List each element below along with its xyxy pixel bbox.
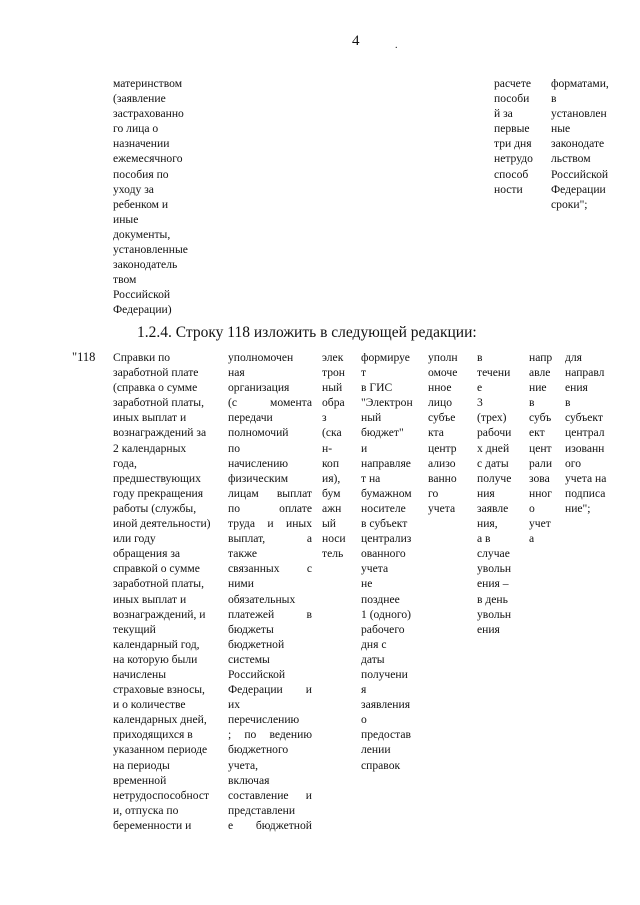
- cell-line: ованного: [361, 547, 406, 561]
- cell-line: также: [228, 547, 257, 561]
- row-cell-6: [477, 350, 511, 637]
- cell-line: нетрудоспособност: [113, 788, 210, 802]
- cell-line: т на: [361, 471, 381, 485]
- cell-line: с даты: [477, 456, 509, 470]
- cell-line: увольн: [477, 607, 512, 621]
- cell-line: позднее: [361, 592, 400, 606]
- cell-line: иные: [113, 212, 139, 226]
- cell-line: бум: [322, 486, 341, 500]
- cell-line: или году: [113, 532, 156, 546]
- cell-line: тель: [322, 547, 344, 561]
- cell-line: ванно: [428, 471, 457, 485]
- page-mark: .: [395, 40, 398, 51]
- cell-line: установленные: [113, 243, 188, 257]
- cell-line: нног: [529, 486, 552, 500]
- cell-line: на которую были: [113, 652, 198, 666]
- cell-line: направл: [565, 366, 605, 380]
- cell-line: централиз: [361, 532, 412, 546]
- cell-line: носителе: [361, 501, 406, 515]
- cell-line: платежей в: [228, 607, 312, 621]
- cell-line: вознаграждений за: [113, 426, 207, 440]
- cell-line: предостав: [361, 728, 411, 742]
- cell-line: по оплате: [228, 501, 312, 515]
- cell-line: я: [361, 683, 367, 697]
- cell-line: заявления: [361, 698, 411, 712]
- cell-line: Федерации: [551, 182, 606, 196]
- cell-line: учета: [428, 501, 456, 515]
- cell-line: (ска: [322, 426, 342, 440]
- cell-line: перечислению: [228, 713, 300, 727]
- cell-line: получе: [477, 471, 512, 485]
- cell-line: вознаграждений, и: [113, 607, 206, 621]
- row-cell-8: [565, 350, 606, 516]
- cell-line: трон: [322, 366, 346, 380]
- cell-line: не: [361, 577, 373, 591]
- cell-line: года,: [113, 456, 137, 470]
- cell-line: заявле: [477, 501, 509, 515]
- cell-line: лицам выплат: [228, 486, 312, 500]
- top-cell-1: [113, 76, 188, 318]
- cell-line: ный: [322, 381, 343, 395]
- cell-line: рали: [529, 456, 553, 470]
- cell-line: ния: [477, 486, 495, 500]
- page-number: 4: [352, 33, 360, 49]
- top-cell-7: [494, 76, 533, 197]
- cell-line: твом: [113, 273, 137, 287]
- cell-line: текущий: [113, 622, 156, 636]
- cell-line: законодате: [551, 137, 605, 151]
- cell-line: ализо: [428, 456, 456, 470]
- cell-line: временной: [113, 773, 167, 787]
- cell-line: направляе: [361, 456, 411, 470]
- cell-line: е бюджетной: [228, 818, 312, 832]
- cell-line: ия),: [322, 471, 341, 485]
- cell-line: дня с: [361, 637, 387, 651]
- cell-line: 2 календарных: [113, 441, 187, 455]
- cell-line: (с момента: [228, 396, 312, 410]
- cell-line: го лица о: [113, 122, 159, 136]
- cell-line: бюджетного: [228, 743, 289, 757]
- cell-line: (справка о сумме: [113, 381, 198, 395]
- row-cell-1: [113, 350, 211, 833]
- cell-line: т: [361, 366, 367, 380]
- cell-line: лицо: [428, 396, 452, 410]
- cell-line: организация: [228, 381, 290, 395]
- cell-line: (заявление: [113, 92, 166, 106]
- cell-line: материнством: [113, 77, 183, 90]
- cell-line: ный: [361, 411, 382, 425]
- cell-line: полномочий: [228, 426, 289, 440]
- cell-line: ения: [477, 622, 500, 636]
- cell-line: ения: [565, 381, 588, 395]
- cell-line: в: [529, 396, 535, 410]
- cell-line: носи: [322, 532, 346, 546]
- cell-line: бюджет": [361, 426, 404, 440]
- cell-line: субъект: [565, 411, 603, 425]
- cell-line: элек: [322, 351, 344, 364]
- cell-line: календарный год,: [113, 637, 200, 651]
- cell-line: Российской: [113, 288, 171, 302]
- cell-line: (трех): [477, 411, 507, 425]
- cell-line: первые: [494, 122, 530, 136]
- cell-line: обра: [322, 396, 345, 410]
- cell-line: н-: [322, 441, 333, 455]
- cell-line: ности: [494, 182, 523, 196]
- cell-line: заработной платы,: [113, 396, 204, 410]
- cell-line: го: [428, 486, 439, 500]
- cell-line: изованн: [565, 441, 605, 455]
- cell-line: способ: [494, 167, 529, 181]
- cell-line: омоче: [428, 366, 458, 380]
- cell-line: для: [565, 351, 583, 364]
- cell-line: установлен: [551, 107, 607, 121]
- cell-line: календарных дней,: [113, 713, 207, 727]
- cell-line: справкой о сумме: [113, 562, 200, 576]
- cell-line: обязательных: [228, 592, 296, 606]
- cell-line: связанных с: [228, 562, 312, 576]
- cell-line: нетрудо: [494, 152, 533, 166]
- cell-line: назначении: [113, 137, 170, 151]
- cell-line: х дней: [477, 441, 510, 455]
- cell-line: и, отпуска по: [113, 803, 179, 817]
- cell-line: составление и: [228, 788, 312, 802]
- cell-line: физическим: [228, 471, 289, 485]
- cell-line: течени: [477, 366, 511, 380]
- cell-line: иных выплат и: [113, 592, 187, 606]
- cell-line: указанном периоде: [113, 743, 208, 757]
- cell-line: рабочего: [361, 622, 405, 636]
- cell-line: страховые взносы,: [113, 683, 205, 697]
- cell-line: Федерации): [113, 303, 172, 317]
- cell-line: труда и иных: [228, 517, 312, 531]
- cell-line: сроки";: [551, 197, 588, 211]
- cell-line: уполномочен: [228, 351, 294, 364]
- cell-line: выплат, а: [228, 532, 312, 546]
- cell-line: е: [477, 381, 483, 395]
- cell-line: увольн: [477, 562, 512, 576]
- cell-line: ; по ведению: [228, 728, 312, 742]
- cell-line: начислены: [113, 667, 166, 681]
- cell-line: льством: [551, 152, 591, 166]
- cell-line: учет: [529, 517, 551, 531]
- cell-line: пособия по: [113, 167, 169, 181]
- cell-line: учета на: [565, 471, 607, 485]
- cell-line: заработной плате: [113, 366, 199, 380]
- cell-line: начислению: [228, 456, 289, 470]
- cell-line: ребенком и: [113, 197, 169, 211]
- cell-line: 3: [477, 396, 483, 410]
- cell-line: "Электрон: [361, 396, 413, 410]
- row-cell-5: [428, 350, 458, 516]
- cell-line: приходящихся в: [113, 728, 193, 742]
- cell-line: лении: [361, 743, 391, 757]
- cell-line: случае: [477, 547, 510, 561]
- cell-line: в ГИС: [361, 381, 393, 395]
- cell-line: Российской: [228, 667, 286, 681]
- cell-line: обращения за: [113, 547, 181, 561]
- cell-line: ект: [529, 426, 545, 440]
- cell-line: ежемесячного: [113, 152, 183, 166]
- cell-line: в: [551, 92, 557, 106]
- cell-line: Справки по: [113, 351, 171, 364]
- section-heading: 1.2.4. Строку 118 изложить в следующей редакции:: [137, 324, 477, 341]
- cell-line: передачи: [228, 411, 273, 425]
- cell-line: году прекращения: [113, 486, 204, 500]
- cell-line: зова: [529, 471, 550, 485]
- cell-line: беременности и: [113, 818, 192, 832]
- cell-line: на периоды: [113, 758, 170, 772]
- cell-line: централ: [565, 426, 605, 440]
- cell-line: коп: [322, 456, 340, 470]
- cell-line: цент: [529, 441, 552, 455]
- cell-line: документы,: [113, 227, 171, 241]
- cell-line: иной деятельности): [113, 517, 211, 531]
- row-cell-7: [529, 350, 552, 546]
- row-cell-2: [228, 350, 312, 833]
- cell-line: ние: [529, 381, 547, 395]
- cell-line: и: [361, 441, 368, 455]
- cell-line: авле: [529, 366, 551, 380]
- cell-line: центр: [428, 441, 457, 455]
- cell-line: форматами,: [551, 77, 609, 90]
- cell-line: з: [322, 411, 327, 425]
- cell-line: по: [228, 441, 241, 455]
- cell-line: ние";: [565, 501, 591, 515]
- cell-line: субъ: [529, 411, 552, 425]
- cell-line: рабочи: [477, 426, 512, 440]
- cell-line: бюджеты: [228, 622, 274, 636]
- cell-line: три дня: [494, 137, 532, 151]
- cell-line: кта: [428, 426, 444, 440]
- cell-line: подписа: [565, 486, 606, 500]
- cell-line: расчете: [494, 77, 532, 90]
- cell-line: о: [529, 501, 535, 515]
- cell-line: формируе: [361, 351, 410, 364]
- cell-line: бюджетной: [228, 637, 285, 651]
- cell-line: получени: [361, 667, 408, 681]
- cell-line: в день: [477, 592, 508, 606]
- cell-line: и о количестве: [113, 698, 186, 712]
- cell-line: Федерации и: [228, 683, 312, 697]
- cell-line: включая: [228, 773, 270, 787]
- cell-line: учета,: [228, 758, 259, 772]
- cell-line: иных выплат и: [113, 411, 187, 425]
- cell-line: Российской: [551, 167, 609, 181]
- cell-line: в: [477, 351, 483, 364]
- cell-line: о: [361, 713, 367, 727]
- cell-line: 1 (одного): [361, 607, 412, 621]
- cell-line: заработной платы,: [113, 577, 204, 591]
- cell-line: ажн: [322, 501, 342, 515]
- cell-line: уходу за: [113, 182, 154, 196]
- cell-line: учета: [361, 562, 389, 576]
- row-number: "118: [72, 350, 96, 364]
- cell-line: ый: [322, 517, 336, 531]
- cell-line: ения –: [477, 577, 509, 591]
- cell-line: системы: [228, 652, 270, 666]
- cell-line: уполн: [428, 351, 458, 364]
- cell-line: й за: [494, 107, 513, 121]
- cell-line: предшествующих: [113, 471, 201, 485]
- cell-line: законодатель: [113, 258, 178, 272]
- cell-line: нное: [428, 381, 452, 395]
- cell-line: ная: [228, 366, 245, 380]
- top-cell-8: [551, 76, 609, 212]
- cell-line: представлени: [228, 803, 296, 817]
- cell-line: в субъект: [361, 517, 408, 531]
- cell-line: пособи: [494, 92, 530, 106]
- cell-line: работы (службы,: [113, 501, 197, 515]
- cell-line: ого: [565, 456, 582, 470]
- cell-line: их: [228, 698, 241, 712]
- cell-line: напр: [529, 351, 553, 364]
- row-cell-4: [361, 350, 413, 773]
- cell-line: а: [529, 532, 535, 546]
- cell-line: даты: [361, 652, 385, 666]
- cell-line: справок: [361, 758, 401, 772]
- cell-line: застрахованно: [113, 107, 184, 121]
- cell-line: а в: [477, 532, 491, 546]
- cell-line: ния,: [477, 517, 498, 531]
- cell-line: субъе: [428, 411, 456, 425]
- cell-line: ними: [228, 577, 254, 591]
- cell-line: в: [565, 396, 571, 410]
- cell-line: ные: [551, 122, 571, 136]
- cell-line: бумажном: [361, 486, 412, 500]
- row-cell-3: [322, 350, 346, 561]
